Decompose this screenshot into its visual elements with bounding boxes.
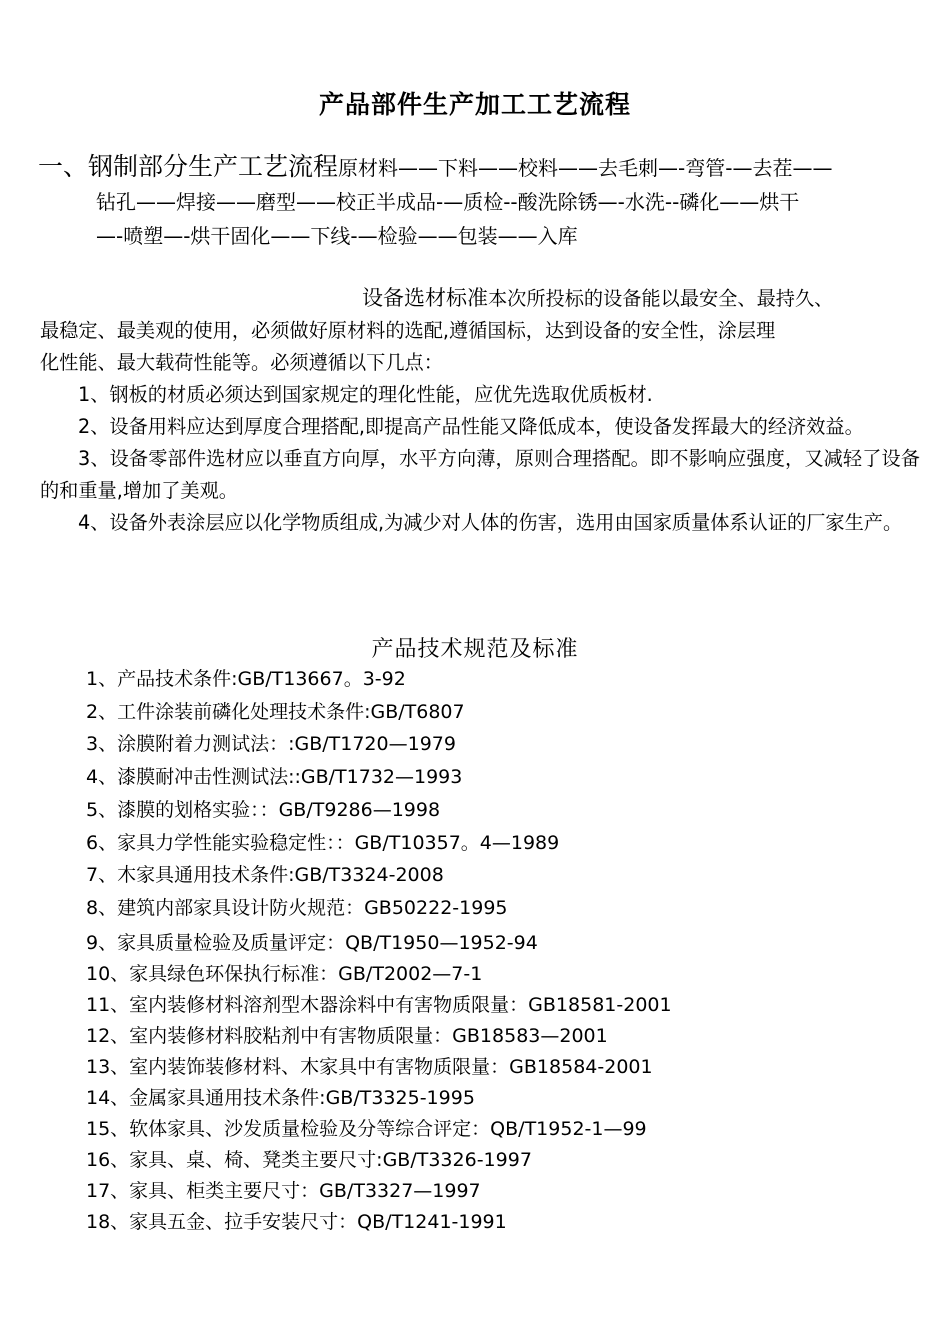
intro-line-2: 最稳定、最美观的使用，必须做好原材料的选配,遵循国标，达到设备的安全性，涂层理 (40, 319, 776, 342)
list-item: 12、室内装修材料胶粘剂中有害物质限量：GB18583—2001 (86, 1025, 608, 1047)
list-item: 10、家具绿色环保执行标准：GB/T2002—7-1 (86, 963, 483, 985)
process-line-1 (38, 150, 918, 185)
list-item: 4、漆膜耐冲击性测试法::GB/T1732—1993 (86, 766, 463, 788)
section-heading-material: 设备选材标准 (362, 286, 488, 310)
process-line-3: —-喷塑—-烘干固化——下线-—检验——包装——入库 (96, 224, 578, 248)
intro-line-3: 化性能、最大载荷性能等。必须遵循以下几点： (40, 351, 443, 374)
intro-line-1: 设备选材标准本次所投标的设备能以最安全、最持久、 (362, 286, 834, 310)
list-item: 2、工件涂装前磷化处理技术条件:GB/T6807 (86, 701, 465, 723)
list-item: 17、家具、柜类主要尺寸：GB/T3327—1997 (86, 1180, 481, 1202)
list-item: 9、家具质量检验及质量评定：QB/T1950—1952-94 (86, 932, 538, 954)
list-item: 16、家具、桌、椅、凳类主要尺寸:GB/T3326-1997 (86, 1149, 532, 1171)
material-item-3: 3、设备零部件选材应以垂直方向厚，水平方向薄，原则合理搭配。即不影响应强度，又减轻了设备的和重量,增加了美观。 (40, 447, 920, 502)
list-item: 5、漆膜的划格实验：：GB/T9286—1998 (86, 799, 441, 821)
list-item: 1、产品技术条件:GB/T13667。3-92 (86, 668, 406, 690)
material-item-2: 2、设备用料应达到厚度合理搭配,即提高产品性能又降低成本，使设备发挥最大的经济效益。 (78, 415, 864, 438)
list-item: 18、家具五金、拉手安装尺寸：QB/T1241-1991 (86, 1211, 507, 1233)
material-item-4: 4、设备外表涂层应以化学物质组成,为减少对人体的伤害，选用由国家质量体系认证的厂家生产。 (78, 511, 903, 534)
page-title: 产品部件生产加工工艺流程 (318, 90, 631, 119)
list-item: 6、家具力学性能实验稳定性：：GB/T10357。4—1989 (86, 832, 560, 854)
steel-process-section (38, 150, 918, 253)
material-standard-section (40, 282, 920, 539)
section-heading-steel: 一、钢制部分生产工艺流程 (38, 152, 339, 181)
process-text: 原材料——下料——校料——去毛刺—-弯管-—去茬—— (338, 156, 833, 180)
process-line-2: 钻孔——焊接——磨型——校正半成品-—质检--酸洗除锈—-水洗--磷化——烘干 (96, 190, 800, 214)
section-heading-standards: 产品技术规范及标准 (371, 637, 579, 662)
list-item: 14、金属家具通用技术条件:GB/T3325-1995 (86, 1087, 475, 1109)
material-item-1: 1、钢板的材质必须达到国家规定的理化性能，应优先选取优质板材. (78, 383, 653, 406)
list-item: 8、建筑内部家具设计防火规范：GB50222-1995 (86, 897, 508, 919)
list-item: 7、木家具通用技术条件:GB/T3324-2008 (86, 864, 444, 886)
list-item: 13、室内装饰装修材料、木家具中有害物质限量：GB18584-2001 (86, 1056, 653, 1078)
list-item: 11、室内装修材料溶剂型木器涂料中有害物质限量：GB18581-2001 (86, 994, 672, 1016)
list-item: 3、涂膜附着力测试法：:GB/T1720—1979 (86, 733, 456, 755)
list-item: 15、软体家具、沙发质量检验及分等综合评定：QB/T1952-1—99 (86, 1118, 647, 1140)
